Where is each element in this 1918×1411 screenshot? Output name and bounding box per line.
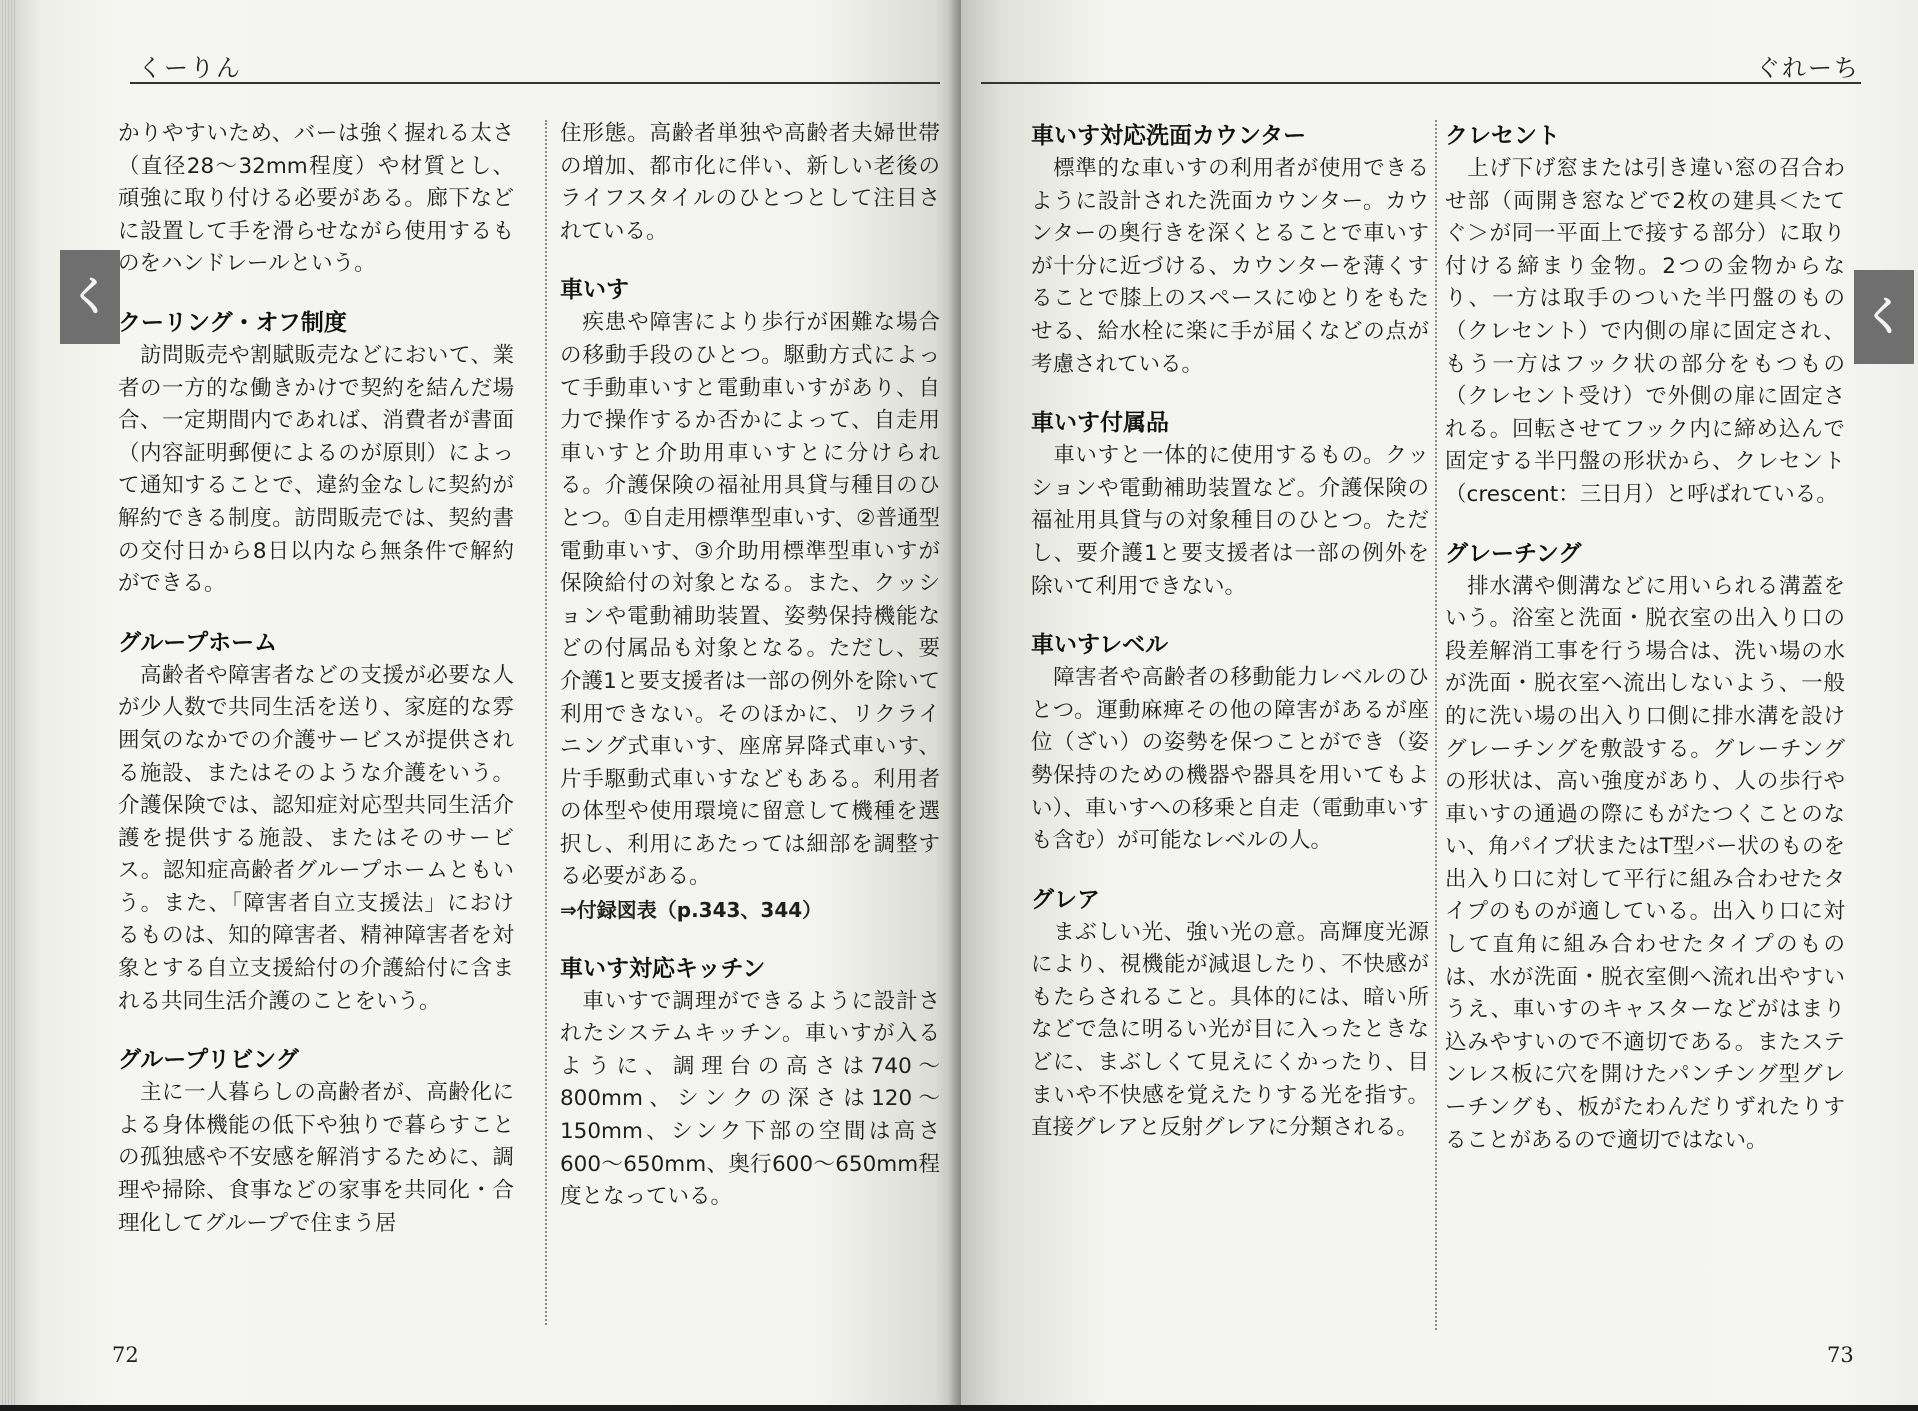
entry-gap <box>1031 381 1429 407</box>
entry-gap <box>560 927 940 953</box>
column-divider-right <box>1435 120 1437 1330</box>
dictionary-entry <box>1445 538 1845 1158</box>
dictionary-entry <box>560 274 940 926</box>
running-head-left: くーりん <box>138 54 242 82</box>
entry-gap <box>1445 512 1845 538</box>
dictionary-entry <box>560 953 940 1214</box>
thumb-index-tab-right: く <box>1854 270 1914 364</box>
entry-gap <box>560 248 940 274</box>
entry-term: 車いすレベル <box>1031 632 1169 659</box>
dictionary-entry <box>1031 884 1429 1145</box>
left-column-2 <box>560 118 940 1214</box>
entry-definition: 標準的な車いすの利用者が使用できるように設計された洗面カウンター。カウンターの奥行きを深くとることで車いすが十分に近づける、カウンターを薄くすることで膝上のスペースにゆとりをもたせる、給水栓に楽に手が届くなどの点が考慮されている。 <box>1031 156 1429 377</box>
dictionary-entry <box>1031 407 1429 603</box>
entry-gap <box>1031 858 1429 884</box>
entry-term: クレセント <box>1445 123 1560 149</box>
entry-definition: 上げ下げ窓または引き違い窓の召合わせ部（両開き窓などで2枚の建具＜たてぐ＞が同一平面上で接する部分）に取り付ける締まり金物。2つの金物からなり、一方は取手のついた半円盤のもの（クレセント）で内側の扉に固定され、もう一方はフック状の部分をもつもの（クレセント受け）で外側の扉に固定される。回転させてフック内に締め込んで固定する半円盤の形状から、クレセント（crescent：三日月）と呼ばれている。 <box>1445 156 1845 507</box>
entry-term: グループリビング <box>118 1047 299 1074</box>
page-edge-stack <box>0 0 16 1405</box>
entry-gap <box>1031 603 1429 629</box>
entry-definition: かりやすいため、バーは強く握れる太さ（直径28～32mm程度）や材質とし、頑強に取り付ける必要がある。廊下などに設置して手を滑らせながら使用するものをハンドレールという。 <box>118 121 514 277</box>
entry-gap <box>118 601 514 627</box>
running-head-right: ぐれーち <box>1756 54 1860 82</box>
thumb-index-tab-left: く <box>60 250 120 344</box>
column-divider-left <box>545 120 547 1325</box>
right-column-1 <box>1031 120 1429 1145</box>
entry-term: 車いす <box>560 277 629 304</box>
entry-definition: 高齢者や障害者などの支援が必要な人が少人数で共同生活を送り、家庭的な雰囲気のなかでの介護サービスが提供される施設、またはそのような介護をいう。介護保険では、認知症対応型共同生活介護を提供する施設、またはそのサービス。認知症高齢者グループホームともいう。また、「障害者自立支援法」におけるものは、知的障害者、精神障害者を対象とする自立支援給付の介護給付に含まれる共同生活介護のことをいう。 <box>118 662 514 1014</box>
entry-definition: 障害者や高齢者の移動能力レベルのひとつ。運動麻痺その他の障害があるが座位（ざい）の姿勢を保つことができ（姿勢保持のための機器や器具を用いてもよい）、車いすへの移乗と自走（電動車いすも含む）が可能なレベルの人。 <box>1031 665 1429 854</box>
entry-definition: 排水溝や側溝などに用いられる溝蓋をいう。浴室と洗面・脱衣室の出入り口の段差解消工事を行う場合は、洗い場の水が洗面・脱衣室へ流出しないよう、一般的に洗い場の出入り口側に排水溝を設けグレーチングを敷設する。グレーチングの形状は、高い強度があり、人の歩行や車いすの通過の際にもがたつくことのない、角パイプ状またはT型バー状のものを出入り口に対して平行に組み合わせたタイプのものが適している。出入り口に対して直角に組み合わせたタイプのものは、水が洗面・脱衣室側へ流れ出やすいうえ、車いすのキャスターなどがはまり込みやすいので不適切である。またステンレス板に穴を開けたパンチング型グレーチングも、板がたわんだりずれたりすることがあるので適切ではない。 <box>1445 573 1845 1153</box>
dictionary-entry <box>118 307 514 601</box>
header-rule-right <box>981 82 1861 84</box>
entry-term: 車いす付属品 <box>1031 410 1169 437</box>
entry-term: クーリング・オフ制度 <box>118 309 347 336</box>
entry-gap <box>118 281 514 307</box>
entry-definition: 住形態。高齢者単独や高齢者夫婦世帯の増加、都市化に伴い、新しい老後のライフスタイルのひとつとして注目されている。 <box>560 121 940 244</box>
entry-definition: 主に一人暮らしの高齢者が、高齢化による身体機能の低下や独りで暮らすことの孤独感や不安感を解消するために、調理や掃除、食事などの家事を共同化・合理化してグループで住まう居 <box>118 1080 514 1236</box>
dictionary-entry <box>118 627 514 1019</box>
page-number-left: 72 <box>112 1343 139 1367</box>
dictionary-entry <box>1031 629 1429 858</box>
header-rule-left <box>130 82 940 84</box>
entry-definition: 車いすと一体的に使用するもの。クッションや電動補助装置など。介護保険の福祉用具貸与の対象種目のひとつ。ただし、要介護1と要支援者は一部の例外を除いて利用できない。 <box>1031 443 1429 599</box>
entry-term: 車いす対応キッチン <box>560 955 766 982</box>
entry-cross-reference: ⇒付録図表（p.343、344） <box>560 898 823 923</box>
right-page <box>961 0 1918 1405</box>
entry-definition: まぶしい光、強い光の意。高輝度光源により、視機能が減退したり、不快感がもたらされること。具体的には、暗い所などで急に明るい光が目に入ったときなどに、まぶしくて見えにくかったり、目まいや不快感を覚えたりする光を指す。直接グレアと反射グレアに分類される。 <box>1031 919 1429 1141</box>
entry-term: 車いす対応洗面カウンター <box>1031 123 1307 149</box>
entry-definition: 疾患や障害により歩行が困難な場合の移動手段のひとつ。駆動方式によって手動車いすと電動車いすがあり、自力で操作するか否かによって、自走用車いすと介助用車いすとに分けられる。介護保険の福祉用具貸与種目のひとつ。①自走用標準型車いす、②普通型電動車いす、③介助用標準型車いすが保険給付の対象となる。また、クッションや電動補助装置、姿勢保持機能などの付属品も対象となる。ただし、要介護1と要支援者は一部の例外を除いて利用できない。そのほかに、リクライニング式車いす、座席昇降式車いす、片手駆動式車いすなどもある。利用者の体型や使用環境に留意して機種を選択し、利用にあたっては細部を調整する必要がある。 <box>560 310 940 890</box>
entry-term: グレア <box>1031 886 1100 913</box>
dictionary-entry <box>1445 120 1845 512</box>
dictionary-entry <box>1031 120 1429 381</box>
right-column-2 <box>1445 120 1845 1157</box>
page-number-right: 73 <box>1827 1343 1854 1367</box>
entry-definition: 車いすで調理ができるように設計されたシステムキッチン。車いすが入るように、調理台の高さは740～800mm、シンクの深さは120～150mm、シンク下部の空間は高さ600～650mm、奥行600～650mm程度となっている。 <box>560 988 940 1210</box>
entry-definition: 訪問販売や割賦販売などにおいて、業者の一方的な働きかけで契約を結んだ場合、一定期間内であれば、消費者が書面（内容証明郵便によるのが原則）によって通知することで、違約金なしに契約が解約できる制度。訪問販売では、契約書の交付日から8日以内なら無条件で解約ができる。 <box>118 342 514 597</box>
dictionary-entry <box>118 118 514 281</box>
left-page <box>0 0 961 1405</box>
entry-term: グレーチング <box>1445 540 1582 567</box>
entry-gap <box>118 1018 514 1044</box>
entry-term: グループホーム <box>118 629 278 656</box>
dictionary-entry <box>118 1044 514 1240</box>
dictionary-entry <box>560 118 940 248</box>
left-column-1 <box>118 118 514 1240</box>
